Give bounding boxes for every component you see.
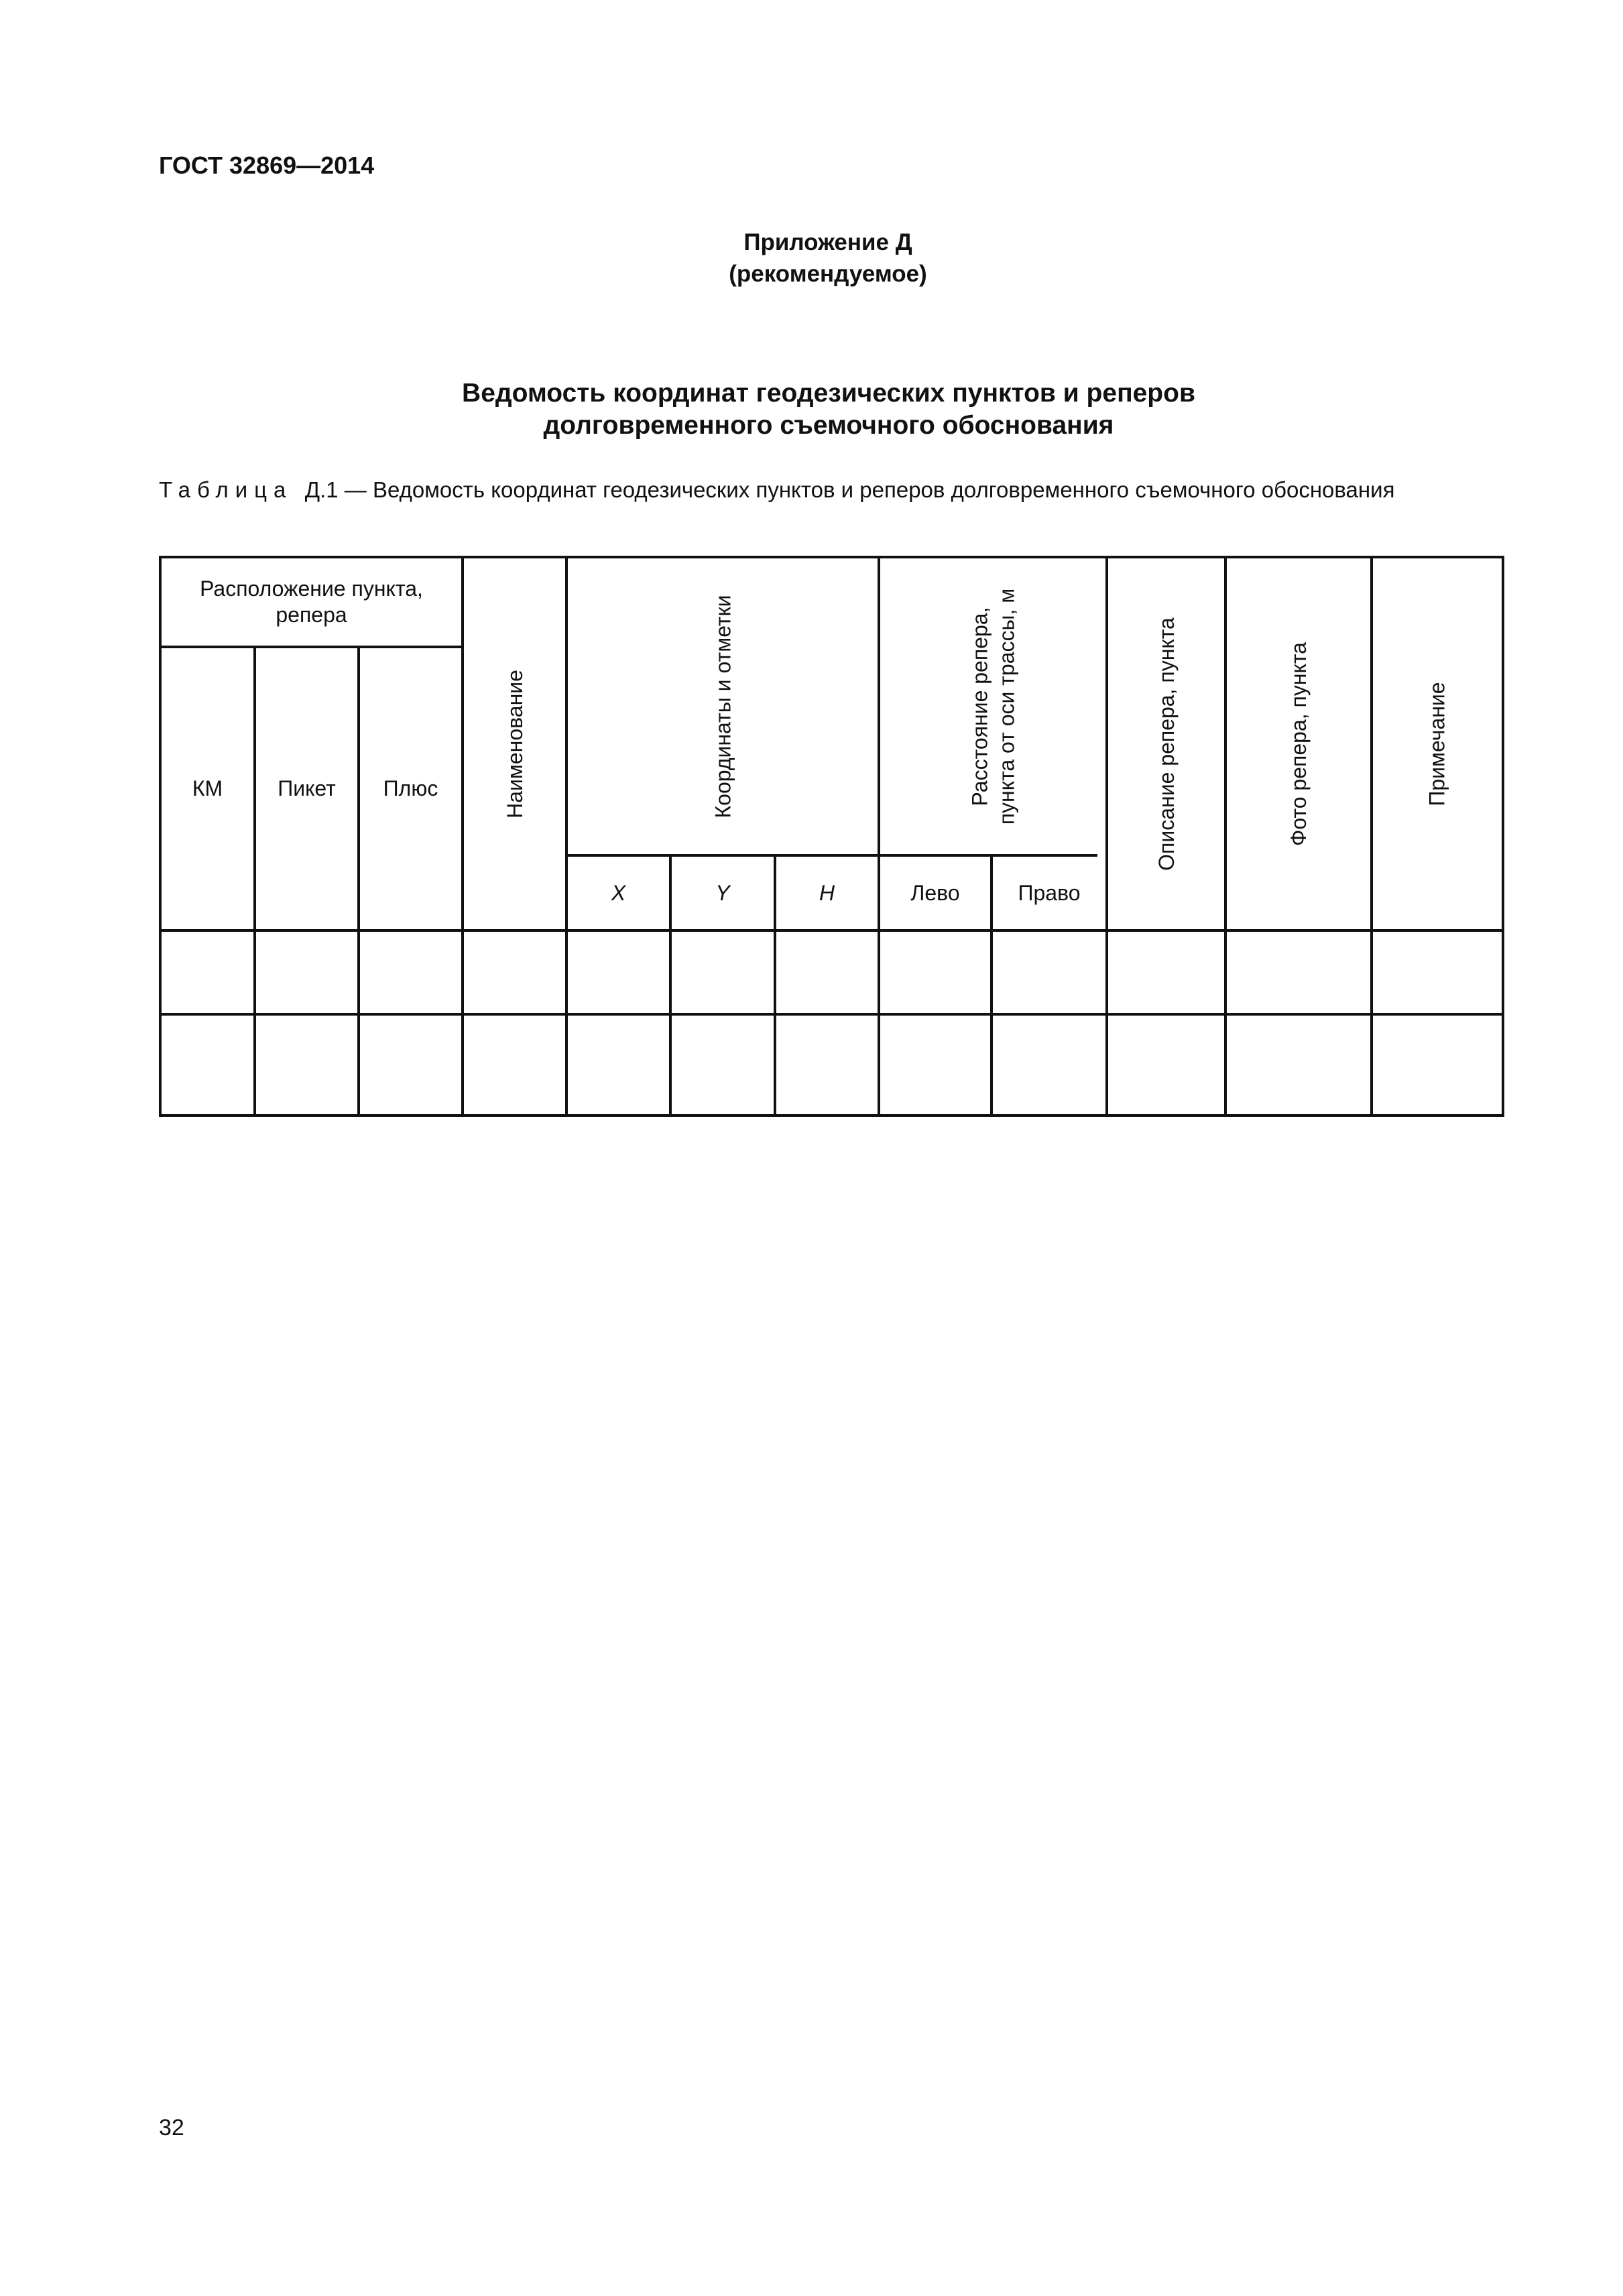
section-title	[322, 377, 1335, 442]
header-photo: Фото репера, пункта	[1286, 642, 1311, 846]
section-title-line1: Ведомость координат геодезических пунктов и реперов	[462, 379, 1195, 408]
header-plus: Плюс	[383, 776, 438, 800]
table-caption	[159, 475, 1502, 505]
table-caption-text: Д.1 — Ведомость координат геодезических пунктов и реперов долговременного съемочного обоснования	[304, 477, 1395, 502]
header-location-group: Расположение пункта, репера	[200, 577, 423, 627]
header-h: H	[819, 880, 835, 905]
header-distance-line2: пункта от оси трассы, м	[994, 588, 1019, 825]
table-caption-label: Таблица	[159, 477, 293, 502]
header-name: Наименование	[502, 669, 527, 819]
header-piket: Пикет	[278, 776, 336, 800]
header-description-cell	[1108, 558, 1224, 929]
document-header: ГОСТ 32869—2014	[159, 152, 375, 179]
section-title-line2: долговременного съемочного обоснования	[543, 411, 1114, 440]
header-distance	[966, 588, 1020, 825]
header-note-cell	[1373, 558, 1502, 929]
header-left: Лево	[910, 880, 960, 905]
coordinates-table	[159, 556, 1504, 1117]
annex-heading	[660, 227, 996, 290]
header-coords-cell	[568, 558, 878, 854]
header-description: Описание репера, пункта	[1154, 617, 1179, 871]
header-distance-cell	[880, 558, 1105, 854]
page-number: 32	[159, 2115, 184, 2140]
header-y: Y	[715, 880, 730, 905]
header-name-cell	[464, 558, 565, 929]
annex-title: Приложение Д	[743, 229, 912, 255]
table-border-bottom	[159, 1114, 1504, 1117]
header-distance-line1: Расстояние репера,	[967, 607, 992, 806]
table-row	[162, 932, 1502, 1013]
header-right: Право	[1018, 880, 1081, 905]
header-km: КМ	[192, 776, 223, 800]
header-photo-cell	[1227, 558, 1370, 929]
table-row	[162, 1016, 1502, 1114]
header-note: Примечание	[1425, 681, 1449, 806]
header-x: X	[611, 880, 626, 905]
annex-subtitle: (рекомендуемое)	[729, 261, 927, 287]
header-coords: Координаты и отметки	[711, 595, 735, 818]
table-border-right	[1502, 556, 1504, 1117]
